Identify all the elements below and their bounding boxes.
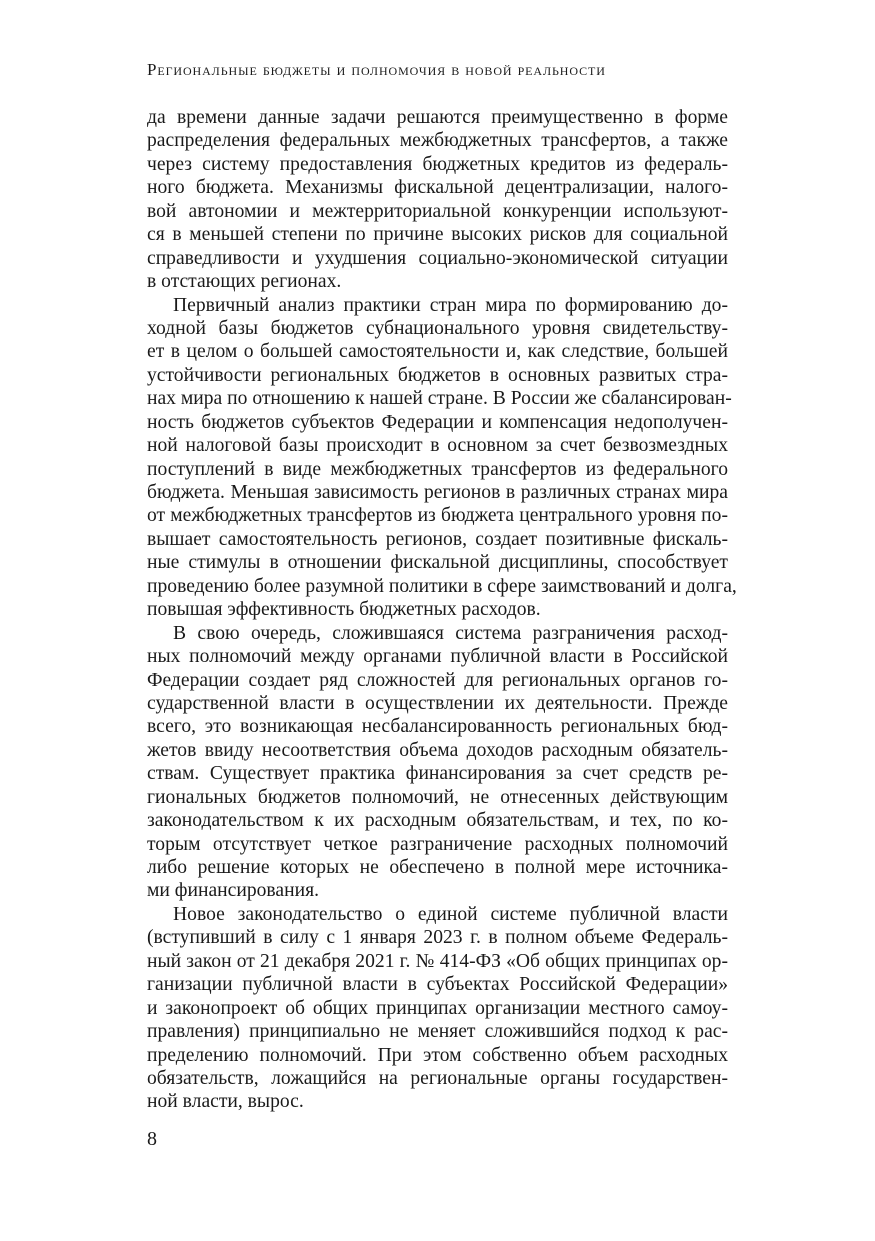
text-line: справедливости и ухудшения социально-экономической ситуации [147,247,728,269]
text-line: ного бюджета. Механизмы фискальной децентрализации, налого- [147,177,728,199]
text-line: ность бюджетов субъектов Федерации и компенсация недополучен- [147,411,728,433]
text-line: проведению более разумной политики в сфере заимствований и долга, [147,575,737,597]
paragraph [147,622,728,903]
text-line: В свою очередь, сложившаяся система разграничения расход- [173,622,728,644]
paragraph [147,903,728,1114]
text-line: в отстающих регионах. [147,271,342,293]
text-line: гиональных бюджетов полномочий, не отнесенных действующим [147,786,728,808]
text-line: от межбюджетных трансфертов из бюджета центрального уровня по- [147,505,728,527]
text-line: пределению полномочий. При этом собственно объем расходных [147,1044,728,1066]
text-line: ми финансирования. [147,880,319,902]
text-line: обязательств, ложащийся на региональные органы государствен- [147,1067,728,1089]
text-line: Первичный анализ практики стран мира по формированию до- [173,294,728,316]
text-line: нах мира по отношению к нашей стране. В России же сбалансирован- [147,388,732,410]
text-line: правления) принципиально не меняет сложившийся подход к рас- [147,1021,728,1043]
text-line: ходной базы бюджетов субнационального уровня свидетельству- [147,317,728,339]
page-number: 8 [147,1128,157,1150]
text-line: ет в целом о большей самостоятельности и, как следствие, большей [147,341,728,363]
paragraph [147,294,737,622]
text-line: поступлений в виде межбюджетных трансфертов из федерального [147,458,728,480]
text-line: ствам. Существует практика финансирования за счет средств ре- [147,763,728,785]
text-line: устойчивости региональных бюджетов в основных развитых стра- [147,364,728,386]
text-line: повышая эффективность бюджетных расходов. [147,599,541,621]
text-line: торым отсутствует четкое разграничение расходных полномочий [147,833,728,855]
text-line: через систему предоставления бюджетных кредитов из федераль- [147,153,728,175]
text-line: Новое законодательство о единой системе публичной власти [173,903,728,925]
text-line: ной налоговой базы происходит в основном за счет безвозмездных [147,435,728,457]
text-line: вой автономии и межтерриториальной конкуренции используют- [147,200,728,222]
text-line: ные стимулы в отношении фискальной дисциплины, способствует [147,552,728,574]
text-line: либо решение которых не обеспечено в полной мере источника- [147,857,728,878]
text-line: жетов ввиду несоответствия объема доходов расходным обязатель- [147,739,728,761]
running-header: Региональные бюджеты и полномочия в новой реальности [147,60,606,79]
text-line: всего, это возникающая несбалансированность региональных бюд- [147,716,728,738]
text-line: ных полномочий между органами публичной власти в Российской [147,646,728,668]
text-line: законодательством к их расходным обязательствам, и тех, по ко- [147,810,728,832]
text-line: ганизации публичной власти в субъектах Российской Федерации» [147,974,728,996]
text-line: вышает самостоятельность регионов, создает позитивные фискаль- [147,528,728,550]
text-line: ной власти, вырос. [147,1091,304,1113]
text-line: бюджета. Меньшая зависимость регионов в различных странах мира [147,482,728,503]
text-line: распределения федеральных межбюджетных трансфертов, а также [147,130,728,152]
text-line: ся в меньшей степени по причине высоких рисков для социальной [147,224,728,246]
text-line: (вступивший в силу с 1 января 2023 г. в полном объеме Федераль- [147,927,728,949]
body-text [147,106,737,1114]
text-line: Федерации создает ряд сложностей для региональных органов го- [147,669,728,691]
text-line: ный закон от 21 декабря 2021 г. № 414-ФЗ «Об общих принципах ор- [147,950,728,972]
text-line: сударственной власти в осуществлении их деятельности. Прежде [147,692,728,714]
text-line: и законопроект об общих принципах организации местного самоу- [147,997,728,1019]
paragraph [147,106,728,294]
text-line: да времени данные задачи решаются преимущественно в форме [147,107,728,128]
